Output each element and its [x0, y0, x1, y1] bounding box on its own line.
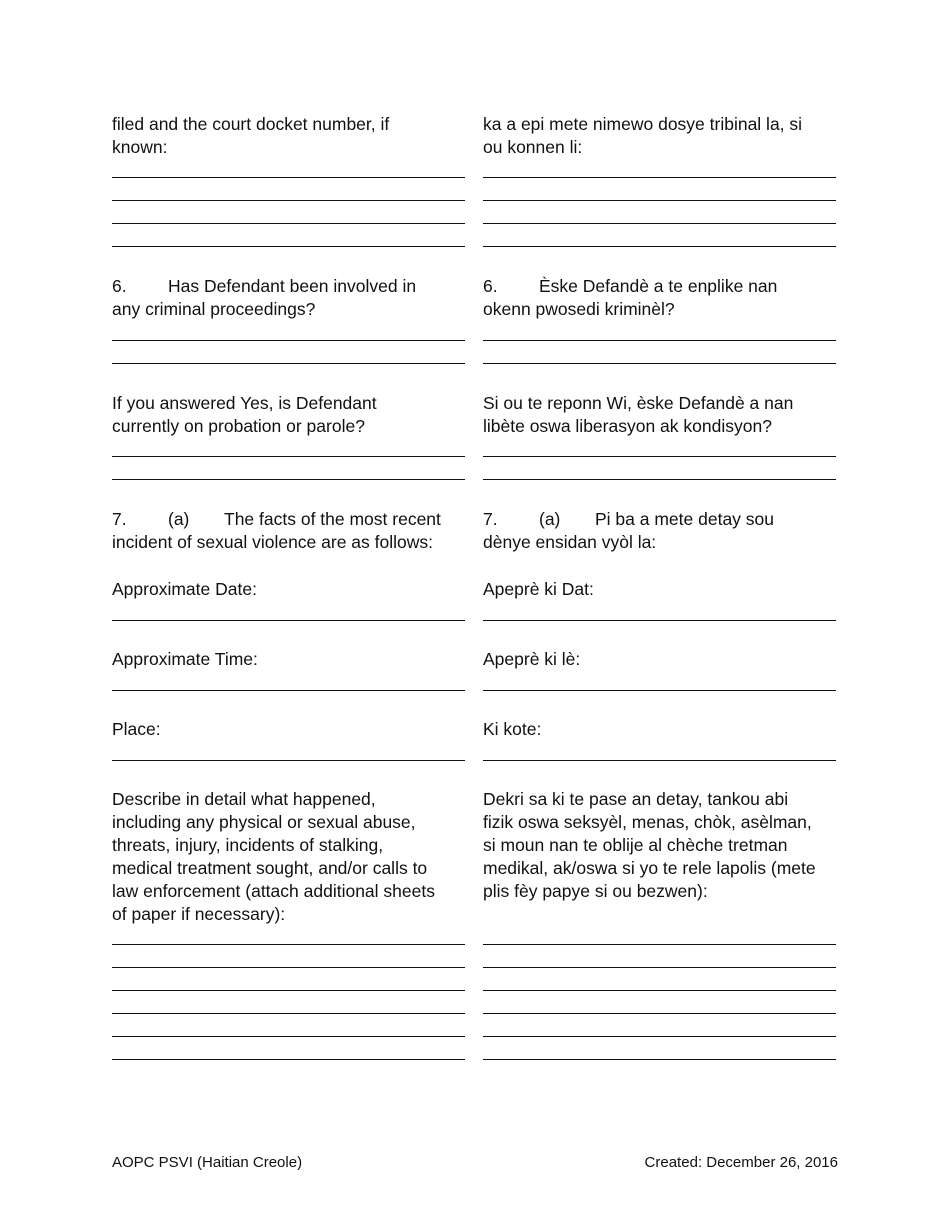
- description-line-ht-3[interactable]: [483, 990, 836, 991]
- place-label-ht: Ki kote:: [483, 719, 542, 739]
- criminal-answer-line-en-2[interactable]: [112, 363, 465, 364]
- footer-created-date: Created: December 26, 2016: [644, 1154, 838, 1171]
- probation-answer-line-ht-1[interactable]: [483, 456, 836, 457]
- incident-description-prompt-en: Describe in detail what happened, including any physical or sexual abuse, threats, injury, incidents of stalking, medical treatment sought, and/or calls to law enforcement (attach additional sheets of paper if necessary):: [112, 789, 435, 924]
- docket-answer-line-ht-3[interactable]: [483, 223, 836, 224]
- time-answer-line-ht[interactable]: [483, 690, 836, 691]
- description-line-ht-2[interactable]: [483, 967, 836, 968]
- docket-answer-line-en-1[interactable]: [112, 177, 465, 178]
- section-number: 6.: [483, 276, 498, 296]
- probation-answer-line-ht-2[interactable]: [483, 479, 836, 480]
- description-line-en-6[interactable]: [112, 1059, 465, 1060]
- description-line-en-5[interactable]: [112, 1036, 465, 1037]
- description-line-en-4[interactable]: [112, 1013, 465, 1014]
- question-text-cont: okenn pwosedi kriminèl?: [483, 299, 675, 319]
- footer-form-id: AOPC PSVI (Haitian Creole): [112, 1154, 303, 1171]
- section-number: 7.: [483, 509, 498, 529]
- docket-answer-line-ht-4[interactable]: [483, 246, 836, 247]
- question-text: Èske Defandè a te enplike nan: [539, 276, 778, 296]
- criminal-proceedings-question-ht: [483, 275, 838, 321]
- place-answer-line-en[interactable]: [112, 760, 465, 761]
- date-answer-line-en[interactable]: [112, 620, 465, 621]
- heading-text: The facts of the most recent: [224, 509, 441, 529]
- section-number: 7.: [112, 509, 127, 529]
- incident-facts-heading-ht: [483, 508, 838, 554]
- probation-answer-line-en-1[interactable]: [112, 456, 465, 457]
- time-answer-line-en[interactable]: [112, 690, 465, 691]
- docket-answer-line-en-2[interactable]: [112, 200, 465, 201]
- description-line-ht-1[interactable]: [483, 944, 836, 945]
- heading-text: Pi ba a mete detay sou: [595, 509, 774, 529]
- place-answer-line-ht[interactable]: [483, 760, 836, 761]
- date-answer-line-ht[interactable]: [483, 620, 836, 621]
- docket-answer-line-en-3[interactable]: [112, 223, 465, 224]
- probation-question-ht: Si ou te reponn Wi, èske Defandè a nan libète oswa liberasyon ak kondisyon?: [483, 393, 794, 436]
- heading-text-cont: dènye ensidan vyòl la:: [483, 532, 657, 552]
- question-text-cont: any criminal proceedings?: [112, 299, 316, 319]
- subsection-letter: (a): [168, 509, 190, 529]
- criminal-answer-line-ht-1[interactable]: [483, 340, 836, 341]
- docket-answer-line-en-4[interactable]: [112, 246, 465, 247]
- place-label-en: Place:: [112, 719, 161, 739]
- subsection-letter: (a): [539, 509, 561, 529]
- approximate-time-label-en: Approximate Time:: [112, 649, 258, 669]
- heading-text-cont: incident of sexual violence are as follows:: [112, 532, 434, 552]
- probation-question-en: If you answered Yes, is Defendant currently on probation or parole?: [112, 393, 377, 436]
- docket-answer-line-ht-1[interactable]: [483, 177, 836, 178]
- criminal-answer-line-ht-2[interactable]: [483, 363, 836, 364]
- approximate-date-label-ht: Apeprè ki Dat:: [483, 579, 594, 599]
- description-line-ht-6[interactable]: [483, 1059, 836, 1060]
- description-line-en-3[interactable]: [112, 990, 465, 991]
- criminal-answer-line-en-1[interactable]: [112, 340, 465, 341]
- incident-description-prompt-ht: Dekri sa ki te pase an detay, tankou abi fizik oswa seksyèl, menas, chòk, asèlman, si moun nan te oblije al chèche tretman medikal, ak/oswa si yo te rele lapolis (mete plis fèy papye si ou bezwen):: [483, 789, 816, 901]
- section-number: 6.: [112, 276, 127, 296]
- description-line-en-2[interactable]: [112, 967, 465, 968]
- docket-question-ht: ka a epi mete nimewo dosye tribinal la, si ou konnen li:: [483, 114, 803, 157]
- description-line-en-1[interactable]: [112, 944, 465, 945]
- probation-answer-line-en-2[interactable]: [112, 479, 465, 480]
- question-text: Has Defendant been involved in: [168, 276, 417, 296]
- approximate-date-label-en: Approximate Date:: [112, 579, 257, 599]
- approximate-time-label-ht: Apeprè ki lè:: [483, 649, 581, 669]
- docket-question-en: filed and the court docket number, if known:: [112, 114, 390, 157]
- description-line-ht-4[interactable]: [483, 1013, 836, 1014]
- docket-answer-line-ht-2[interactable]: [483, 200, 836, 201]
- description-line-ht-5[interactable]: [483, 1036, 836, 1037]
- incident-facts-heading-en: [112, 508, 467, 554]
- criminal-proceedings-question-en: [112, 275, 467, 321]
